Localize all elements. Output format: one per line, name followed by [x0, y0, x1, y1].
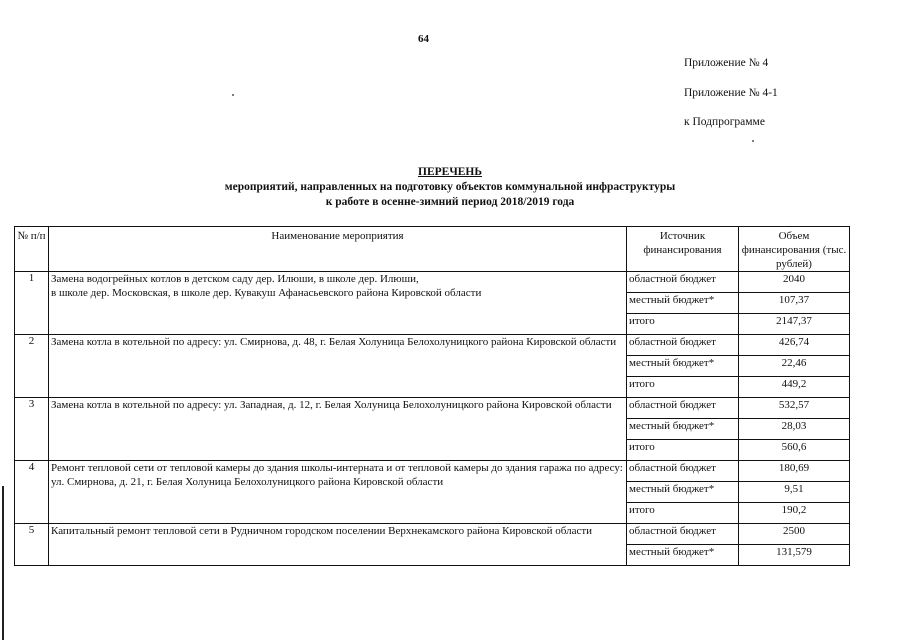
- financing-source: местный бюджет*: [627, 293, 739, 314]
- measure-name: Замена водогрейных котлов в детском саду дер. Илюши, в школе дер. Илюши, в школе дер. Московская, в школе дер. Кувакуш Афанасьевского района Кировской области: [49, 272, 627, 335]
- page-number: 64: [418, 33, 429, 45]
- financing-source: местный бюджет*: [627, 545, 739, 566]
- financing-amount: 426,74: [739, 335, 850, 356]
- row-number: 2: [15, 335, 49, 398]
- row-number: 3: [15, 398, 49, 461]
- financing-amount: 2500: [739, 524, 850, 545]
- table-header-row: [15, 227, 850, 272]
- title-line-3: к работе в осенне-зимний период 2018/2019 года: [325, 196, 575, 208]
- scan-speck: [752, 140, 754, 142]
- financing-amount: 532,57: [739, 398, 850, 419]
- financing-amount: 180,69: [739, 461, 850, 482]
- financing-source: итого: [627, 503, 739, 524]
- financing-source: местный бюджет*: [627, 356, 739, 377]
- financing-amount: 9,51: [739, 482, 850, 503]
- financing-amount: 28,03: [739, 419, 850, 440]
- financing-source: областной бюджет: [627, 524, 739, 545]
- table-row: [15, 335, 850, 356]
- scan-speck: [232, 94, 234, 96]
- measure-name: Замена котла в котельной по адресу: ул. Смирнова, д. 48, г. Белая Холуница Белохолуницкого района Кировской области: [49, 335, 627, 398]
- financing-source: итого: [627, 314, 739, 335]
- row-number: 1: [15, 272, 49, 335]
- appendix-line-1: Приложение № 4: [684, 57, 769, 69]
- table-row: [15, 272, 850, 293]
- row-number: 4: [15, 461, 49, 524]
- title-line-2: мероприятий, направленных на подготовку объектов коммунальной инфраструктуры: [224, 181, 676, 193]
- financing-amount: 449,2: [739, 377, 850, 398]
- financing-source: итого: [627, 377, 739, 398]
- table-row: [15, 461, 850, 482]
- document-title: [60, 165, 840, 210]
- financing-amount: 131,579: [739, 545, 850, 566]
- measure-name: Ремонт тепловой сети от тепловой камеры до здания школы-интерната и от тепловой камеры до здания гаража по адресу: ул. Смирнова, д. 21, г. Белая Холуница Белохолуницкого района Кировской области: [49, 461, 627, 524]
- row-number: 5: [15, 524, 49, 566]
- header-source: Источник финансирования: [627, 227, 739, 272]
- financing-source: итого: [627, 440, 739, 461]
- table-row: [15, 398, 850, 419]
- financing-amount: 22,46: [739, 356, 850, 377]
- financing-source: местный бюджет*: [627, 419, 739, 440]
- financing-source: областной бюджет: [627, 272, 739, 293]
- financing-amount: 2147,37: [739, 314, 850, 335]
- title-main: ПЕРЕЧЕНЬ: [418, 166, 482, 178]
- table-body: [15, 272, 850, 566]
- appendix-line-2: Приложение № 4-1: [684, 87, 778, 99]
- financing-amount: 107,37: [739, 293, 850, 314]
- financing-amount: 2040: [739, 272, 850, 293]
- measure-name: Капитальный ремонт тепловой сети в Рудничном городском поселении Верхнекамского района Кировской области: [49, 524, 627, 566]
- measures-table: [14, 226, 850, 566]
- header-name: Наименование мероприятия: [49, 227, 627, 272]
- financing-amount: 560,6: [739, 440, 850, 461]
- financing-source: областной бюджет: [627, 398, 739, 419]
- header-amount: Объем финансирования (тыс. рублей): [739, 227, 850, 272]
- measure-name: Замена котла в котельной по адресу: ул. Западная, д. 12, г. Белая Холуница Белохолуницкого района Кировской области: [49, 398, 627, 461]
- header-num: № п/п: [15, 227, 49, 272]
- table-row: [15, 524, 850, 545]
- scan-edge-line: [2, 486, 4, 640]
- appendix-line-3: к Подпрограмме: [684, 116, 765, 128]
- financing-source: областной бюджет: [627, 461, 739, 482]
- financing-amount: 190,2: [739, 503, 850, 524]
- financing-source: областной бюджет: [627, 335, 739, 356]
- financing-source: местный бюджет*: [627, 482, 739, 503]
